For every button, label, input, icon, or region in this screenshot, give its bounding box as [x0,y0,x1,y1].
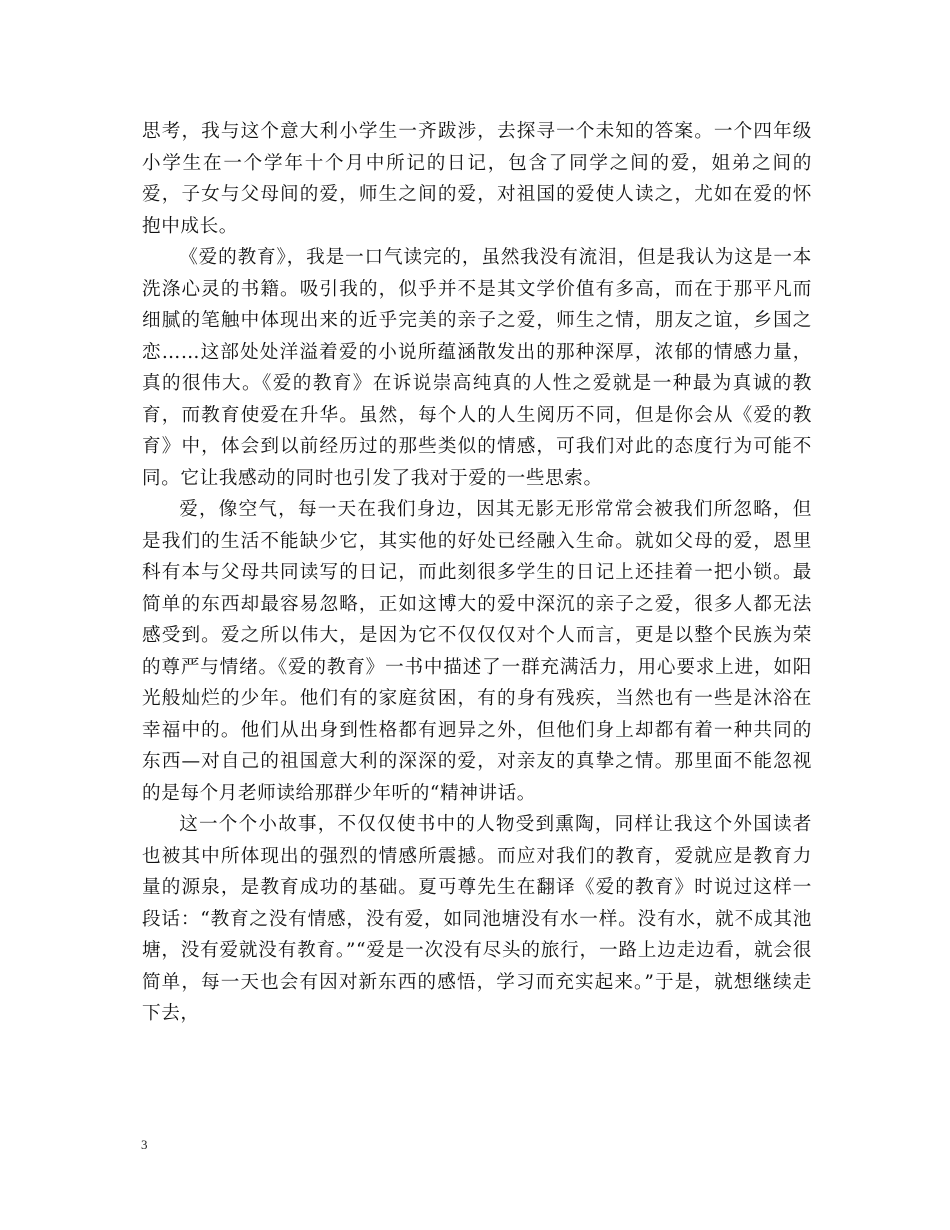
paragraph-2: 《爱的教育》，我是一口气读完的，虽然我没有流泪，但是我认为这是一本洗涤心灵的书籍。吸引我的，似乎并不是其文学价值有多高，而在于那平凡而细腻的笔触中体现出来的近乎完美的亲子之爱，师生之情，朋友之谊，乡国之恋……这部处处洋溢着爱的小说所蕴涵散发出的那种深厚，浓郁的情感力量，真的很伟大。《爱的教育》在诉说崇高纯真的人性之爱就是一种最为真诚的教育，而教育使爱在升华。虽然，每个人的人生阅历不同，但是你会从《爱的教育》中，体会到以前经历过的那些类似的情感，可我们对此的态度行为可能不同。它让我感动的同时也引发了我对于爱的一些思索。 [142,247,812,489]
page-number: 3 [141,1137,148,1152]
paragraph-1: 思考，我与这个意大利小学生一齐跋涉，去探寻一个未知的答案。一个四年级小学生在一个学年十个月中所记的日记，包含了同学之间的爱，姐弟之间的爱，子女与父母间的爱，师生之间的爱，对祖国的爱使人读之，尤如在爱的怀抱中成长。 [142,121,812,237]
paragraph-4: 这一个个小故事，不仅仅使书中的人物受到熏陶，同样让我这个外国读者也被其中所体现出的强烈的情感所震撼。而应对我们的教育，爱就应是教育力量的源泉，是教育成功的基础。夏丏尊先生在翻译《爱的教育》时说过这样一段话：“教育之没有情感，没有爱，如同池塘没有水一样。没有水，就不成其池塘，没有爱就没有教育。”“爱是一次没有尽头的旅行，一路上边走边看，就会很简单，每一天也会有因对新东西的感悟，学习而充实起来。”于是，就想继续走下去， [142,814,812,1024]
document-body [142,116,812,1030]
paragraph-3: 爱，像空气，每一天在我们身边，因其无影无形常常会被我们所忽略，但是我们的生活不能缺少它，其实他的好处已经融入生命。就如父母的爱，恩里科有本与父母共同读写的日记，而此刻很多学生的日记上还挂着一把小锁。最简单的东西却最容易忽略，正如这博大的爱中深沉的亲子之爱，很多人都无法感受到。爱之所以伟大，是因为它不仅仅仅对个人而言，更是以整个民族为荣的尊严与情绪。《爱的教育》一书中描述了一群充满活力，用心要求上进，如阳光般灿烂的少年。他们有的家庭贫困，有的身有残疾，当然也有一些是沐浴在幸福中的。他们从出身到性格都有迥异之外，但他们身上却都有着一种共同的东西—对自己的祖国意大利的深深的爱，对亲友的真挚之情。那里面不能忽视的是每个月老师读给那群少年听的“精神讲话。 [142,499,812,804]
